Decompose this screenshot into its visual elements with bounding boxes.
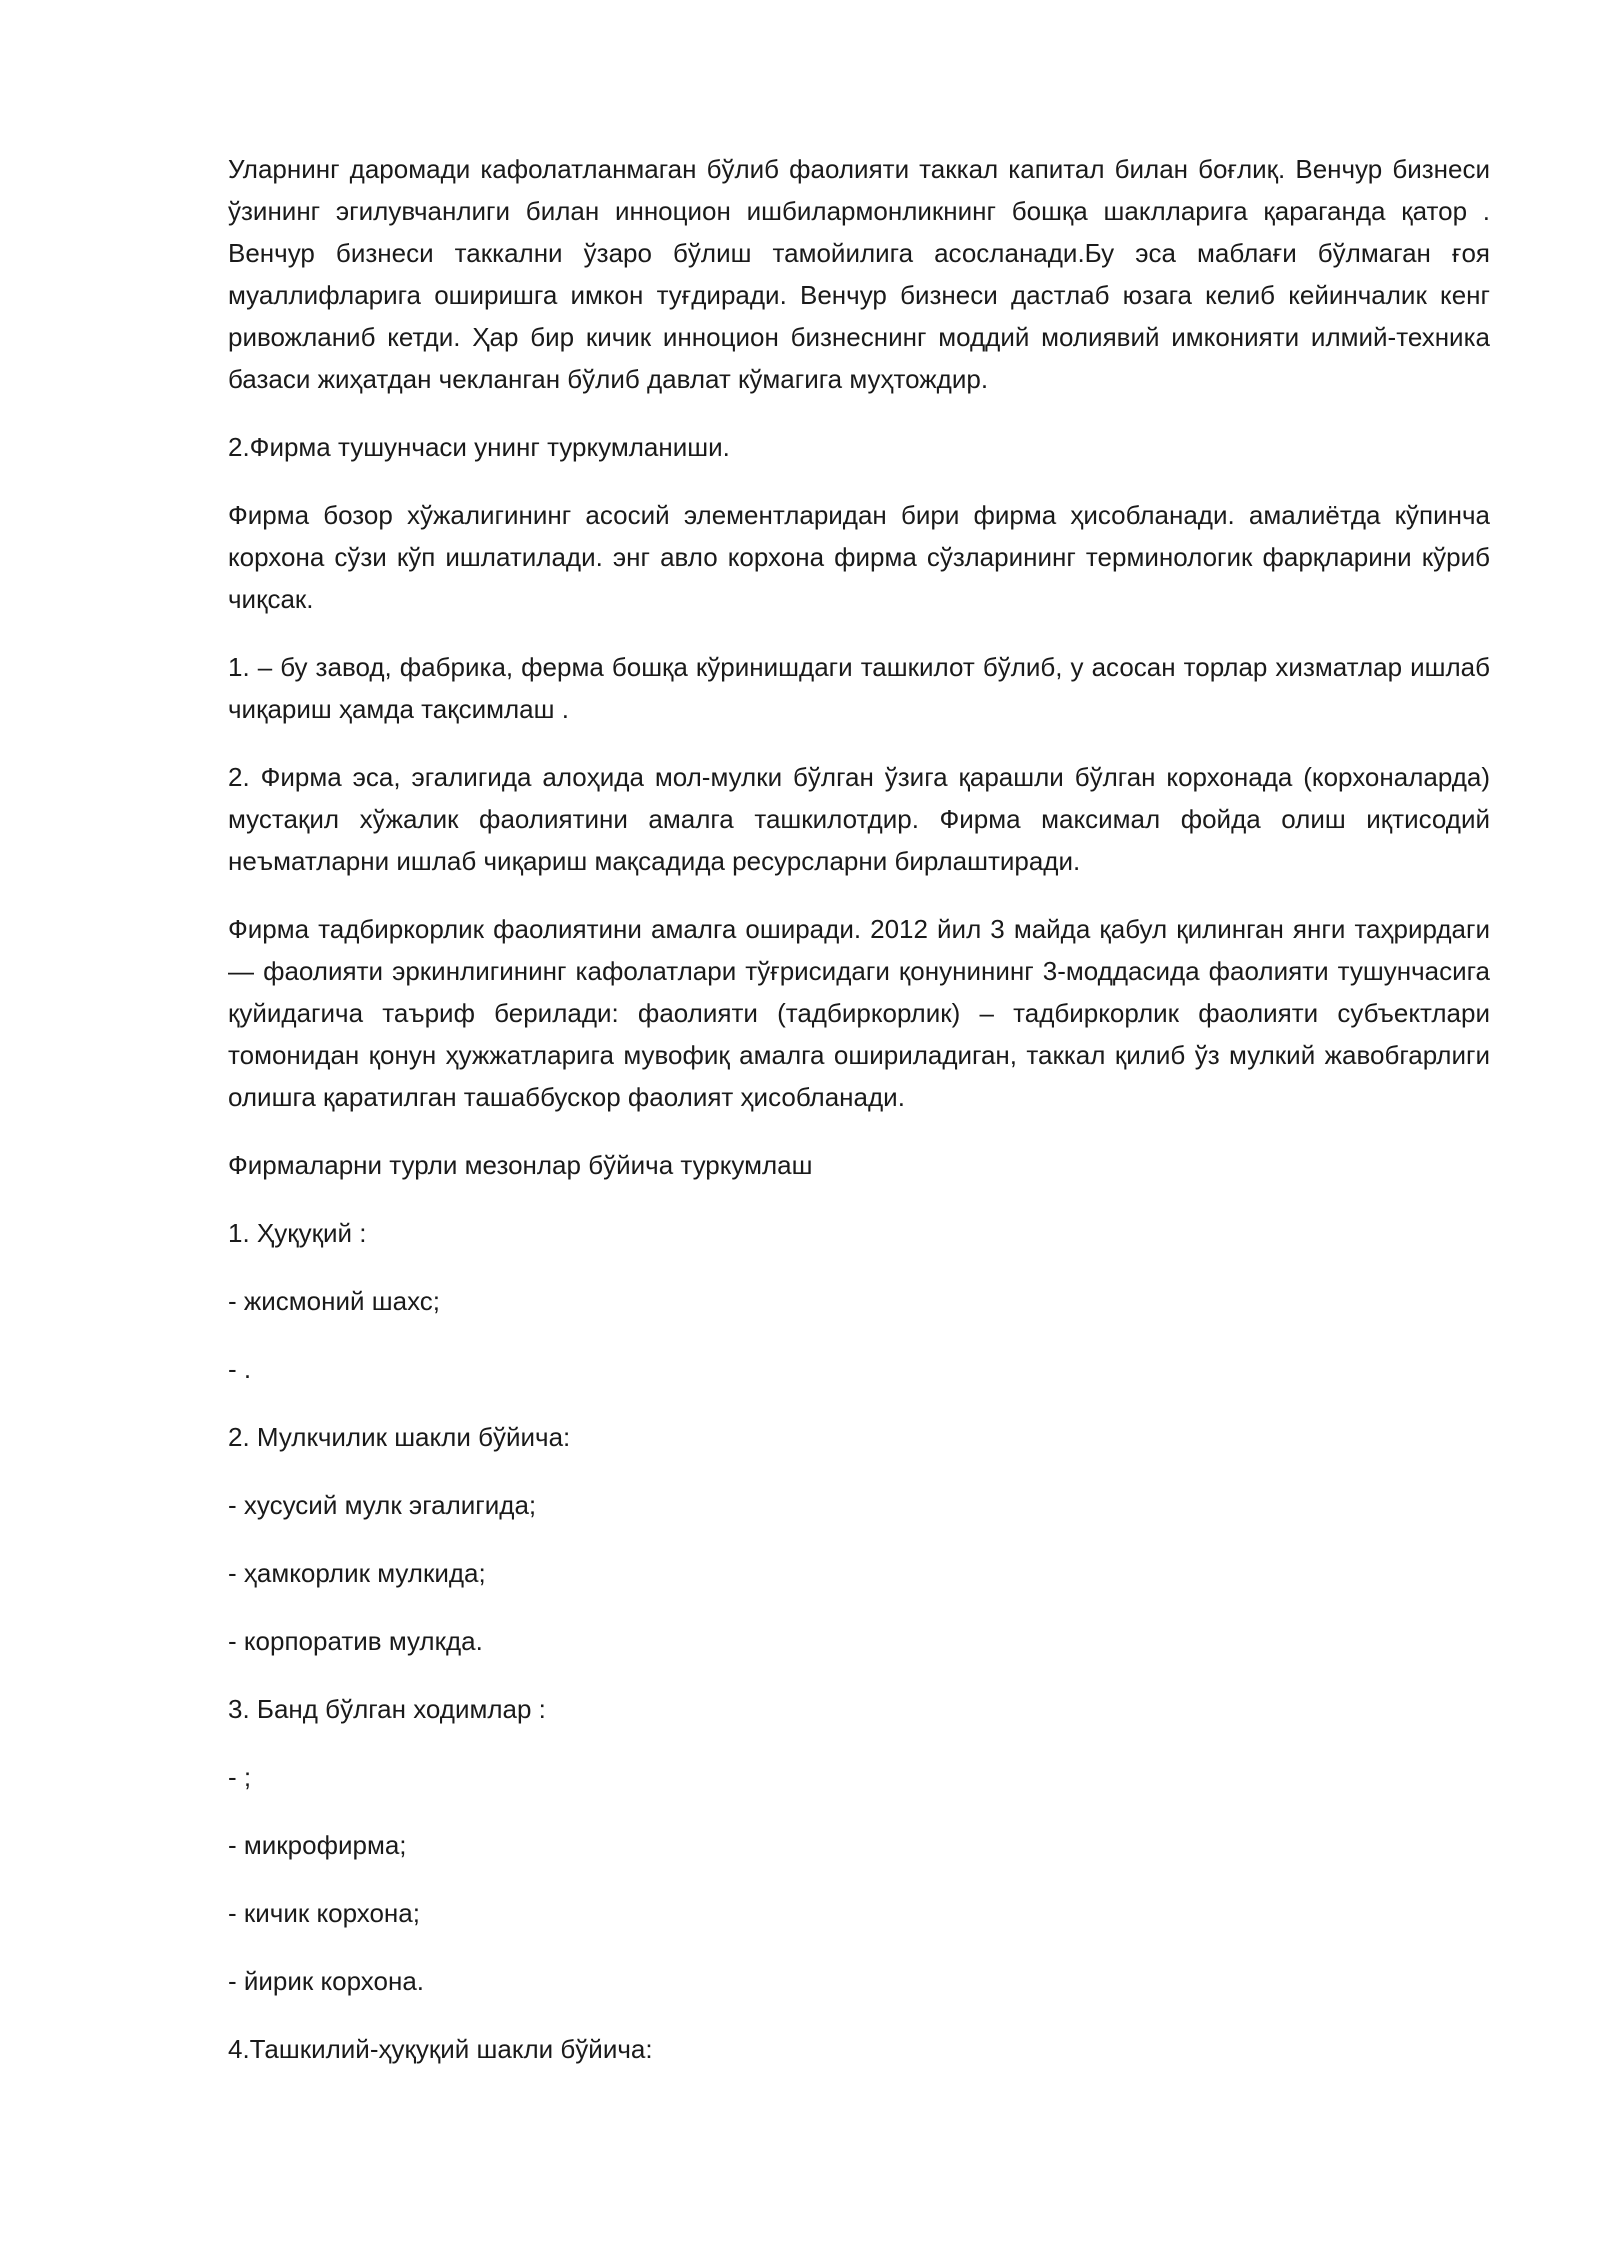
list-item: - кичик корхона; (228, 1898, 420, 1928)
list-item: - ; (228, 1762, 252, 1792)
paragraph-venture-business: Уларнинг даромади кафолатланмаган бўлиб фаолияти таккал капитал билан боғлиқ. Венчур бизнеси ўзининг эгилувчанлиги билан инноцион ишбилармонликнинг бошқа шаклларига қараганда қатор . Венчур бизнеси таккални ўзаро бўлиш тамойилига асосланади.Бу эса маблағи бўлмаган ғоя муаллифларига оширишга имкон туғдиради. Венчур бизнеси дастлаб юзага келиб кейинчалик кенг ривожланиб кетди. Ҳар бир кичик инноцион бизнеснинг моддий молиявий имконияти илмий-техника базаси жиҳатдан чекланган бўлиб давлат кўмагига муҳтождир. (228, 154, 1490, 394)
list-item: - жисмоний шахс; (228, 1286, 441, 1316)
document-page (228, 148, 1490, 2096)
paragraph-firm-point-2: 2. Фирма эса, эгалигида алоҳида мол-мулки бўлган ўзига қарашли бўлган корхонада (корхоналарда) мустақил хўжалик фаолиятини амалга ташкилотдир. Фирма максимал фойда олиш иқтисодий неъматларни ишлаб чиқариш мақсадида ресурсларни бирлаштиради. (228, 762, 1490, 876)
list-item: - ҳамкорлик мулкида; (228, 1558, 486, 1588)
paragraph-firm-definition: Фирма бозор хўжалигининг асосий элементларидан бири фирма ҳисобланади. амалиётда кўпинча корхона сўзи кўп ишлатилади. энг авло корхона фирма сўзларининг терминологик фарқларини кўриб чиқсак. (228, 500, 1490, 614)
paragraph-entrepreneurship-law: Фирма тадбиркорлик фаолиятини амалга оширади. 2012 йил 3 майда қабул қилинган янги таҳрирдаги — фаолияти эркинлигининг кафолатлари тўғрисидаги қонунининг 3-моддасида фаолияти тушунчасига қуйидагича таъриф берилади: фаолияти (тадбиркорлик) – тадбиркорлик фаолияти субъектлари томонидан қонун ҳужжатларига мувофиқ амалга ошириладиган, таккал қилиб ўз мулкий жавобгарлиги олишга қаратилган ташаббускор фаолият ҳисобланади. (228, 914, 1490, 1112)
list-heading-legal-form: 4.Ташкилий-ҳуқуқий шакли бўйича: (228, 2034, 653, 2064)
list-item: - йирик корхона. (228, 1966, 425, 1996)
list-heading-legal: 1. Ҳуқуқий : (228, 1218, 367, 1248)
list-heading-ownership: 2. Мулкчилик шакли бўйича: (228, 1422, 571, 1452)
list-item: - микрофирма; (228, 1830, 407, 1860)
paragraph-enterprise-point-1: 1. – бу завод, фабрика, ферма бошқа кўринишдаги ташкилот бўлиб, у асосан торлар хизматлар ишлаб чиқариш ҳамда тақсимлаш . (228, 652, 1490, 724)
section-heading-firm-concept: 2.Фирма тушунчаси унинг туркумланиши. (228, 432, 730, 462)
list-heading-employees: 3. Банд бўлган ходимлар : (228, 1694, 546, 1724)
list-item: - корпоратив мулкда. (228, 1626, 483, 1656)
list-item: - хусусий мулк эгалигида; (228, 1490, 537, 1520)
heading-classification: Фирмаларни турли мезонлар бўйича туркумлаш (228, 1150, 813, 1180)
list-item: - . (228, 1354, 252, 1384)
